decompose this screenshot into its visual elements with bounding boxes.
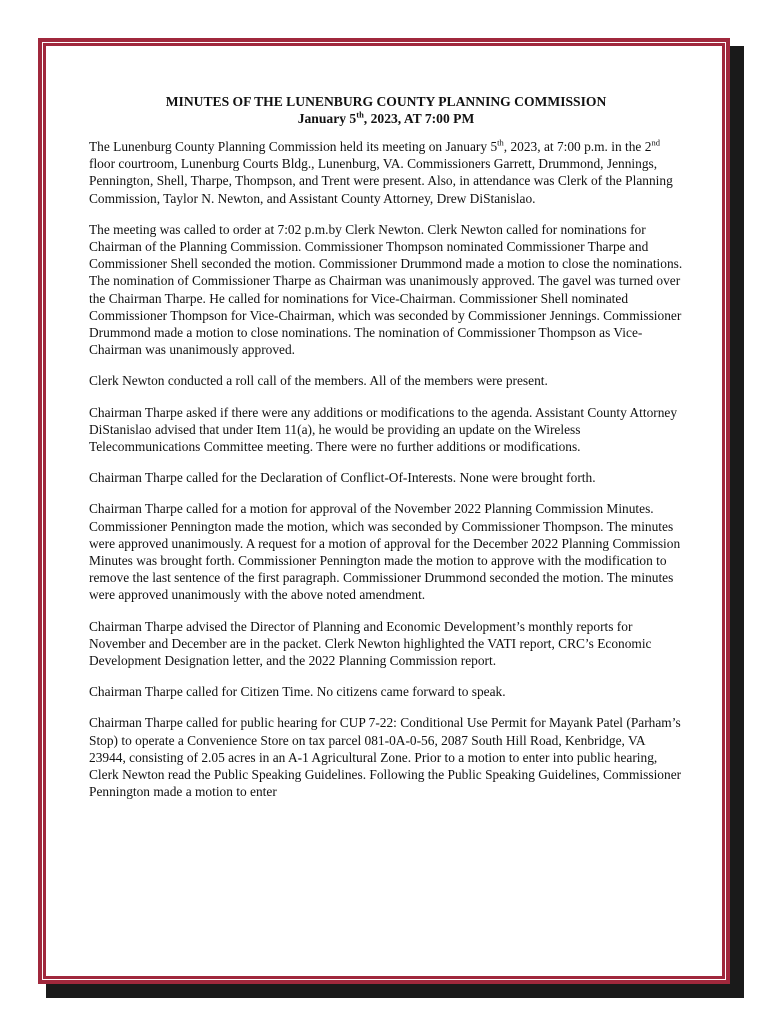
paragraph-director-reports: Chairman Tharpe advised the Director of Planning and Economic Development’s monthly reports for November and December are in the packet. Clerk Newton highlighted the VATI report, CRC’s Economic Development Designation letter, and the 2022 Planning Commission report. xyxy=(89,618,652,669)
document-body xyxy=(89,93,683,815)
paragraph-minutes-approval: Chairman Tharpe called for a motion for approval of the November 2022 Planning Commission Minutes. Commissioner Pennington made the motion, which was seconded by Commissioner Thompson. The minutes were approved unanimously. A request for a motion of approval for the December 2022 Planning Commission Minutes was brought forth. Commissioner Pennington made the motion to approve with the modification to remove the last sentence of the first paragraph. Commissioner Drummond seconded the motion. The minutes were approved unanimously with the above noted amendment. xyxy=(89,501,681,603)
paragraph-roll-call: Clerk Newton conducted a roll call of the members. All of the members were present. xyxy=(89,373,548,389)
paragraph-nominations: The meeting was called to order at 7:02 p.m.by Clerk Newton. Clerk Newton called for nominations for Chairman of the Planning Commission. Commissioner Thompson nominated Commissioner Tharpe and Commissioner Shell seconded the motion. Commissioner Drummond made a motion to close the nominations. The nomination of Commissioner Tharpe as Chairman was unanimously approved. The gavel was turned over the Chairman Tharpe. He called for nominations for Vice-Chairman. Commissioner Shell nominated Commissioner Thompson for Vice-Chairman, which was seconded by Commissioner Jennings. Commissioner Drummond made a motion to close nominations. The nomination of Commissioner Thompson as Vice-Chairman was unanimously approved. xyxy=(89,221,683,358)
date-text-rest: , 2023, AT 7:00 PM xyxy=(363,111,475,126)
document-title: MINUTES OF THE LUNENBURG COUNTY PLANNING COMMISSION xyxy=(165,94,607,109)
paragraph-attendance-part: , 2023, at 7:00 p.m. in the 2 xyxy=(503,139,652,154)
paragraph-attendance xyxy=(89,138,683,207)
document-date xyxy=(89,110,683,127)
paragraph-attendance-sup: th xyxy=(497,137,504,148)
paragraph-citizen-time: Chairman Tharpe called for Citizen Time. No citizens came forward to speak. xyxy=(89,684,506,700)
date-text: January 5 xyxy=(297,111,357,126)
paragraph-agenda: Chairman Tharpe asked if there were any additions or modifications to the agenda. Assistant County Attorney DiStanislao advised that under Item 11(a), he would be providing an update on the Wireless Telecommunications Committee meeting. There were no further additions or modifications. xyxy=(89,404,678,455)
paragraph-conflict-of-interests: Chairman Tharpe called for the Declaration of Conflict-Of-Interests. None were brought forth. xyxy=(89,470,596,486)
paragraph-attendance-part: The Lunenburg County Planning Commission held its meeting on January 5 xyxy=(89,139,498,154)
paragraph-attendance-part: floor courtroom, Lunenburg Courts Bldg., Lunenburg, VA. Commissioners Garrett, Drummond, Jennings, Pennington, Shell, Tharpe, Thompson, and Trent were present. Also, in attendance was Clerk of the Planning Commission, Taylor N. Newton, and Assistant County Attorney, Drew DiStanislao. xyxy=(89,156,673,206)
date-superscript: th xyxy=(356,109,364,120)
paragraph-attendance-sup: nd xyxy=(651,137,660,148)
paragraph-public-hearing: Chairman Tharpe called for public hearing for CUP 7-22: Conditional Use Permit for Mayank Patel (Parham’s Stop) to operate a Convenience Store on tax parcel 081-0A-0-56, 2087 South Hill Road, Kenbridge, VA 23944, consisting of 2.05 acres in an A-1 Agricultural Zone. Prior to a motion to enter into public hearing, Clerk Newton read the Public Speaking Guidelines. Following the Public Speaking Guidelines, Commissioner Pennington made a motion to enter xyxy=(89,715,682,800)
